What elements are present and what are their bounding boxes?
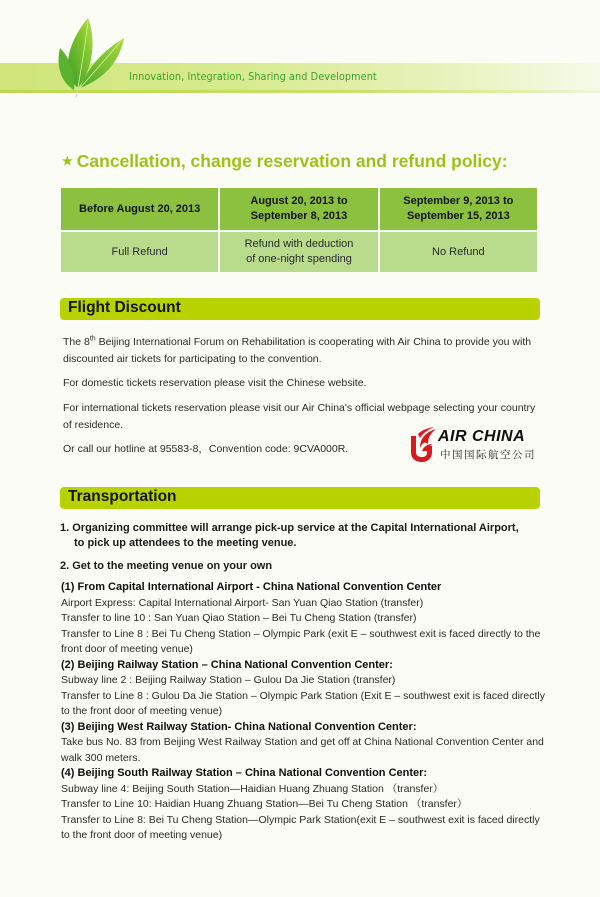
route-1: [61, 580, 546, 658]
route-line: Transfer to Line 8 : Bei Tu Cheng Station – Olympic Park (exit E – southwest exit is faced directly to the front door of meeting venue): [61, 627, 541, 655]
route-title: (1) From Capital International Airport - China National Convention Center: [61, 581, 442, 593]
policy-title: [62, 151, 508, 172]
header-banner: [0, 0, 600, 110]
flight-discount-section-header: [60, 298, 540, 320]
route-line: Subway line 2 : Beijing Railway Station – Gulou Da Jie Station (transfer): [61, 674, 396, 686]
star-icon: ★: [62, 154, 73, 168]
green-leaves-icon: [50, 12, 130, 98]
flight-paragraph-1: The 8th Beijing International Forum on Rehabilitation is cooperating with Air China to provide you with discounted air tickets for participating to the convention.: [63, 335, 532, 365]
transport-item-2: 2. Get to the meeting venue on your own: [60, 560, 273, 572]
flight-paragraph-2: For domestic tickets reservation please visit the Chinese website.: [63, 377, 367, 389]
route-3: [61, 720, 546, 767]
table-header-row: [60, 187, 538, 231]
routes-list: [61, 580, 546, 844]
route-line: Subway line 4: Beijing South Station—Haidian Huang Zhuang Station （transfer）: [61, 782, 444, 795]
route-line: Transfer to Line 8: Bei Tu Cheng Station—Olympic Park Station(exit E – southwest exit is faced directly to the front door of meeting venue): [61, 813, 540, 841]
table-header-cell: September 9, 2013 to September 15, 2013: [379, 187, 538, 231]
flight-paragraph-4: Or call our hotline at 95583-8，Convention code: 9CVA000R.: [63, 443, 349, 455]
table-header-cell: August 20, 2013 to September 8, 2013: [219, 187, 378, 231]
phoenix-icon: [408, 426, 438, 464]
route-2: [61, 658, 546, 720]
transport-item-1: 1. Organizing committee will arrange pick-up service at the Capital International Airport, to pick up attendees to the meeting venue.: [60, 522, 519, 549]
refund-policy-table: [59, 186, 539, 274]
route-4: [61, 766, 546, 844]
route-line: Transfer to Line 10: Haidian Huang Zhuang Station—Bei Tu Cheng Station （transfer）: [61, 798, 468, 810]
route-line: Airport Express: Capital International Airport- San Yuan Qiao Station (transfer): [61, 596, 424, 609]
table-cell: Full Refund: [60, 231, 219, 273]
tagline: Innovation, Integration, Sharing and Development: [129, 70, 377, 83]
table-cell: Refund with deduction of one-night spending: [219, 231, 378, 273]
air-china-logo: [408, 426, 538, 466]
route-title: (4) Beijing South Railway Station – China National Convention Center:: [61, 767, 428, 779]
flight-paragraph-3: For international tickets reservation please visit our Air China's official webpage selecting your country of residence.: [63, 402, 536, 431]
table-header-cell: Before August 20, 2013: [60, 187, 219, 231]
table-cell: No Refund: [379, 231, 538, 273]
table-row: [60, 231, 538, 273]
route-line: Take bus No. 83 from Beijing West Railway Station and get off at China National Convention Center and walk 300 meters.: [61, 736, 544, 764]
airline-chinese-name: 中国国际航空公司: [440, 449, 536, 461]
route-title: (2) Beijing Railway Station – China National Convention Center:: [61, 658, 393, 671]
policy-title-text: Cancellation, change reservation and refund policy:: [76, 151, 508, 171]
section-title: Transportation: [68, 488, 177, 505]
transportation-section-header: [60, 487, 540, 509]
route-title: (3) Beijing West Railway Station- China National Convention Center:: [61, 720, 417, 733]
route-line: Transfer to line 10 : San Yuan Qiao Station – Bei Tu Cheng Station (transfer): [61, 612, 417, 624]
section-title: Flight Discount: [68, 299, 181, 316]
route-line: Transfer to Line 8 : Gulou Da Jie Station – Olympic Park Station (Exit E – southwest exit is faced directly to the front door of meeting venue): [61, 689, 545, 717]
airline-name: AIR CHINA: [438, 428, 526, 445]
